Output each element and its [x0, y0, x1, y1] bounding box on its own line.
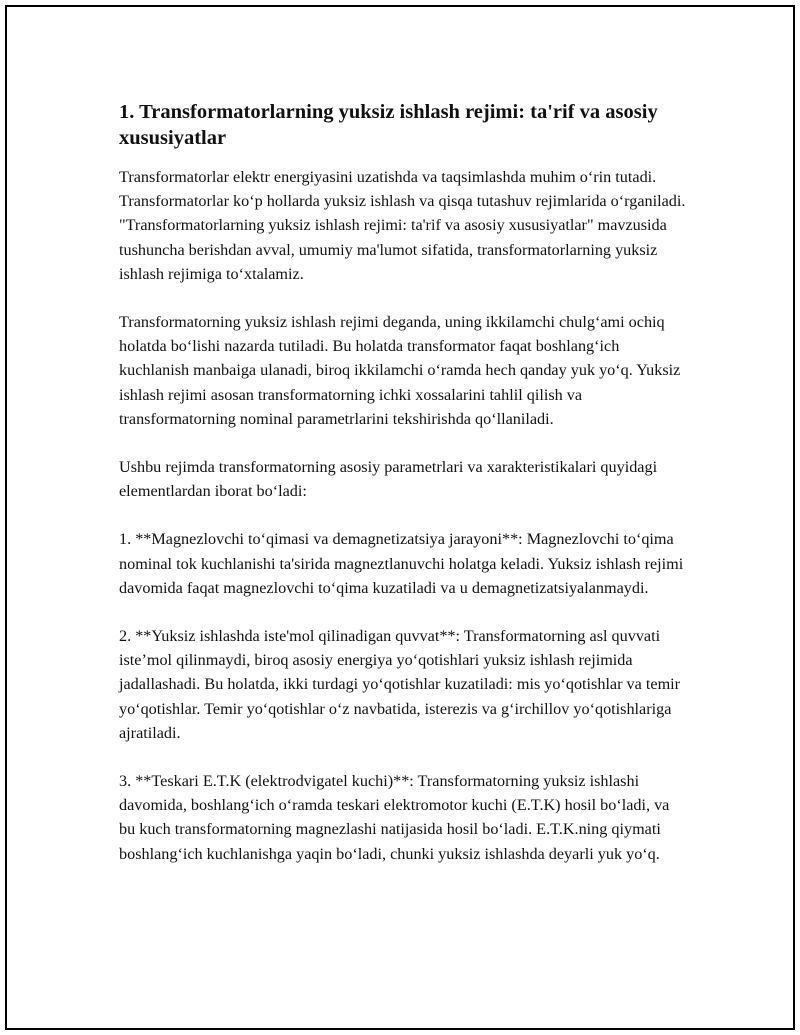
paragraph-parameters-intro: Ushbu rejimda transformatorning asosiy parametrlari va xarakteristikalari quyidagi elementlardan iborat boʻladi: [119, 458, 658, 501]
document-body [119, 99, 689, 890]
paragraph-definition: Transformatorning yuksiz ishlash rejimi deganda, uning ikkilamchi chulgʻami ochiq holatda boʻlishi nazarda tutiladi. Bu holatda transformator faqat boshlangʻich kuchlanish manbaiga ulanadi, biroq ikkilamchi oʻramda hech qanday yuk yoʻq. Yuksiz ishlash rejimi asosan transformatorning ichki xossalarini tahlil qilish va transformatorning nominal parametrlarini tekshirishda qoʻllaniladi. [119, 313, 681, 428]
document-title: 1. Transformatorlarning yuksiz ishlash rejimi: ta'rif va asosiy xususiyatlar [119, 101, 658, 149]
list-item-back-emf: 3. **Teskari E.T.K (elektrodvigatel kuchi)**: Transformatorning yuksiz ishlashi davomida, boshlangʻich oʻramda teskari elektromotor kuchi (E.T.K) hosil boʻladi, va bu kuch transformatorning magnezlashi natijasida hosil boʻladi. E.T.K.ning qiymati boshlangʻich kuchlanishga yaqin boʻladi, chunki yuksiz ishlashda deyarli yuk yoʻq. [119, 772, 670, 863]
list-item-magnetizing: 1. **Magnezlovchi toʻqimasi va demagnetizatsiya jarayoni**: Magnezlovchi toʻqima nominal tok kuchlanishi ta'sirida magneztlanuvchi holatga keladi. Yuksiz ishlash rejimi davomida faqat magnezlovchi toʻqima kuzatiladi va u demagnetizatsiyalanmaydi. [119, 530, 684, 597]
paragraph-intro: Transformatorlar elektr energiyasini uzatishda va taqsimlashda muhim oʻrin tutadi. Transformatorlar koʻp hollarda yuksiz ishlash va qisqa tutashuv rejimlarida oʻrganiladi. "Transformatorlarning yuksiz ishlash rejimi: ta'rif va asosiy xususiyatlar" mavzusida tushuncha berishdan avval, umumiy ma'lumot sifatida, transformatorlarning yuksiz ishlash rejimiga toʻxtalamiz. [119, 168, 686, 283]
page-frame [5, 5, 795, 1030]
list-item-power-consumption: 2. **Yuksiz ishlashda iste'mol qilinadigan quvvat**: Transformatorning asl quvvati iste’mol qilinmaydi, biroq asosiy energiya yoʻqotishlari yuksiz ishlash rejimida jadallashadi. Bu holatda, ikki turdagi yoʻqotishlar kuzatiladi: mis yoʻqotishlar va temir yoʻqotishlar. Temir yoʻqotishlar oʻz navbatida, isterezis va gʻirchillov yoʻqotishlariga ajratiladi. [119, 627, 681, 742]
